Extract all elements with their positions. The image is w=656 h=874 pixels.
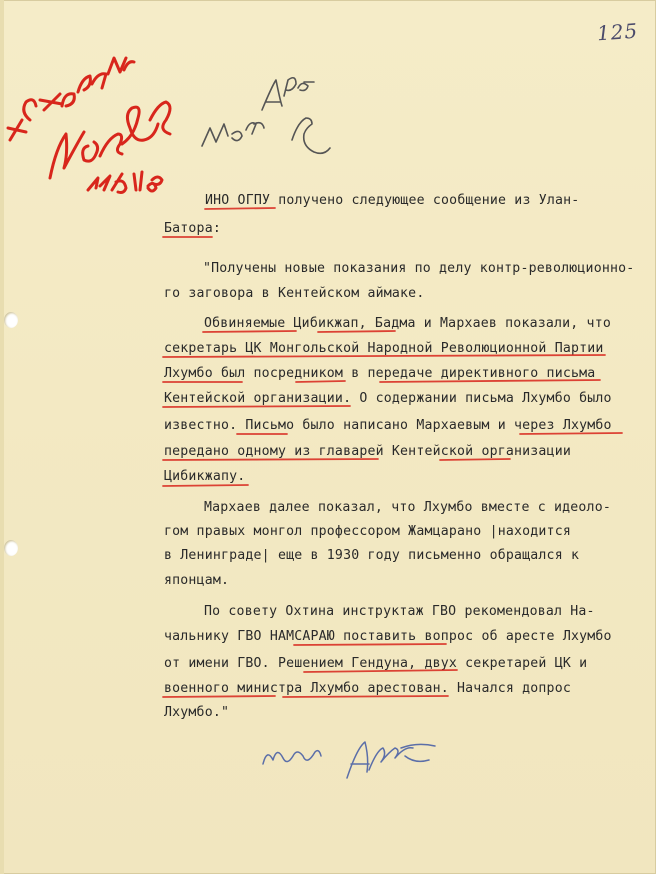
red-pencil-resolution — [0, 50, 190, 200]
underline-mark — [163, 696, 275, 697]
body-line: Обвиняемые Цибикжап, Бадма и Мархаев показали, что — [204, 316, 611, 331]
body-line: секретарь ЦК Монгольской Народной Революционной Партии — [164, 341, 604, 356]
body-line: Цибикжапу. — [164, 469, 246, 484]
body-line: гом правых монгол профессором Жамцарано |находится — [164, 524, 571, 539]
archive-pencil-note — [196, 60, 336, 180]
body-line: По совету Охтина инструктаж ГВО рекомендовал На- — [204, 604, 595, 619]
body-line: Батора: — [164, 221, 221, 236]
underline-mark — [294, 644, 446, 645]
underline-mark — [283, 696, 448, 697]
body-line: Мархаев далее показал, что Лхумбо вместе с идеоло- — [204, 500, 611, 515]
underline-mark — [440, 459, 510, 460]
underline-mark — [205, 208, 275, 209]
body-line: Лхумбо был посредником в передаче директивного письма — [164, 366, 596, 381]
body-line: японцам. — [164, 573, 230, 588]
punch-hole-icon — [4, 540, 18, 556]
underline-mark — [163, 485, 248, 486]
body-line: от имени ГВО. Решением Гендуна, двух секретарей ЦК и — [164, 656, 588, 671]
underline-mark — [203, 331, 296, 332]
body-line: в Ленинграде| еще в 1930 году письменно обращался к — [164, 548, 580, 563]
body-line: чальнику ГВО НАМСАРАЮ поставить вопрос об аресте Лхумбо — [164, 629, 612, 644]
body-line: Кентейской организации. О содержании письма Лхумбо было — [164, 391, 612, 406]
underline-mark — [318, 331, 395, 332]
body-line: известно. Письмо было написано Мархаевым и через Лхумбо — [164, 418, 612, 433]
underline-mark — [163, 459, 378, 460]
underline-mark — [296, 381, 345, 382]
page-number: 125 — [596, 18, 639, 46]
certification-signature — [255, 728, 445, 788]
punch-hole-icon — [4, 312, 18, 328]
body-line: ИНО ОГПУ получено следующее сообщение из Улан- — [205, 193, 580, 208]
body-line: "Получены новые показания по делу контр-революционно- — [203, 261, 635, 276]
underline-mark — [520, 433, 622, 434]
body-line: го заговора в Кентейском аймаке. — [164, 286, 425, 301]
body-line: военного министра Лхумбо арестован. Начался допрос — [164, 681, 571, 696]
body-line: Лхумбо." — [164, 705, 230, 720]
underline-mark — [163, 406, 350, 407]
body-line: передано одному из главарей Кентейской организации — [164, 444, 571, 459]
